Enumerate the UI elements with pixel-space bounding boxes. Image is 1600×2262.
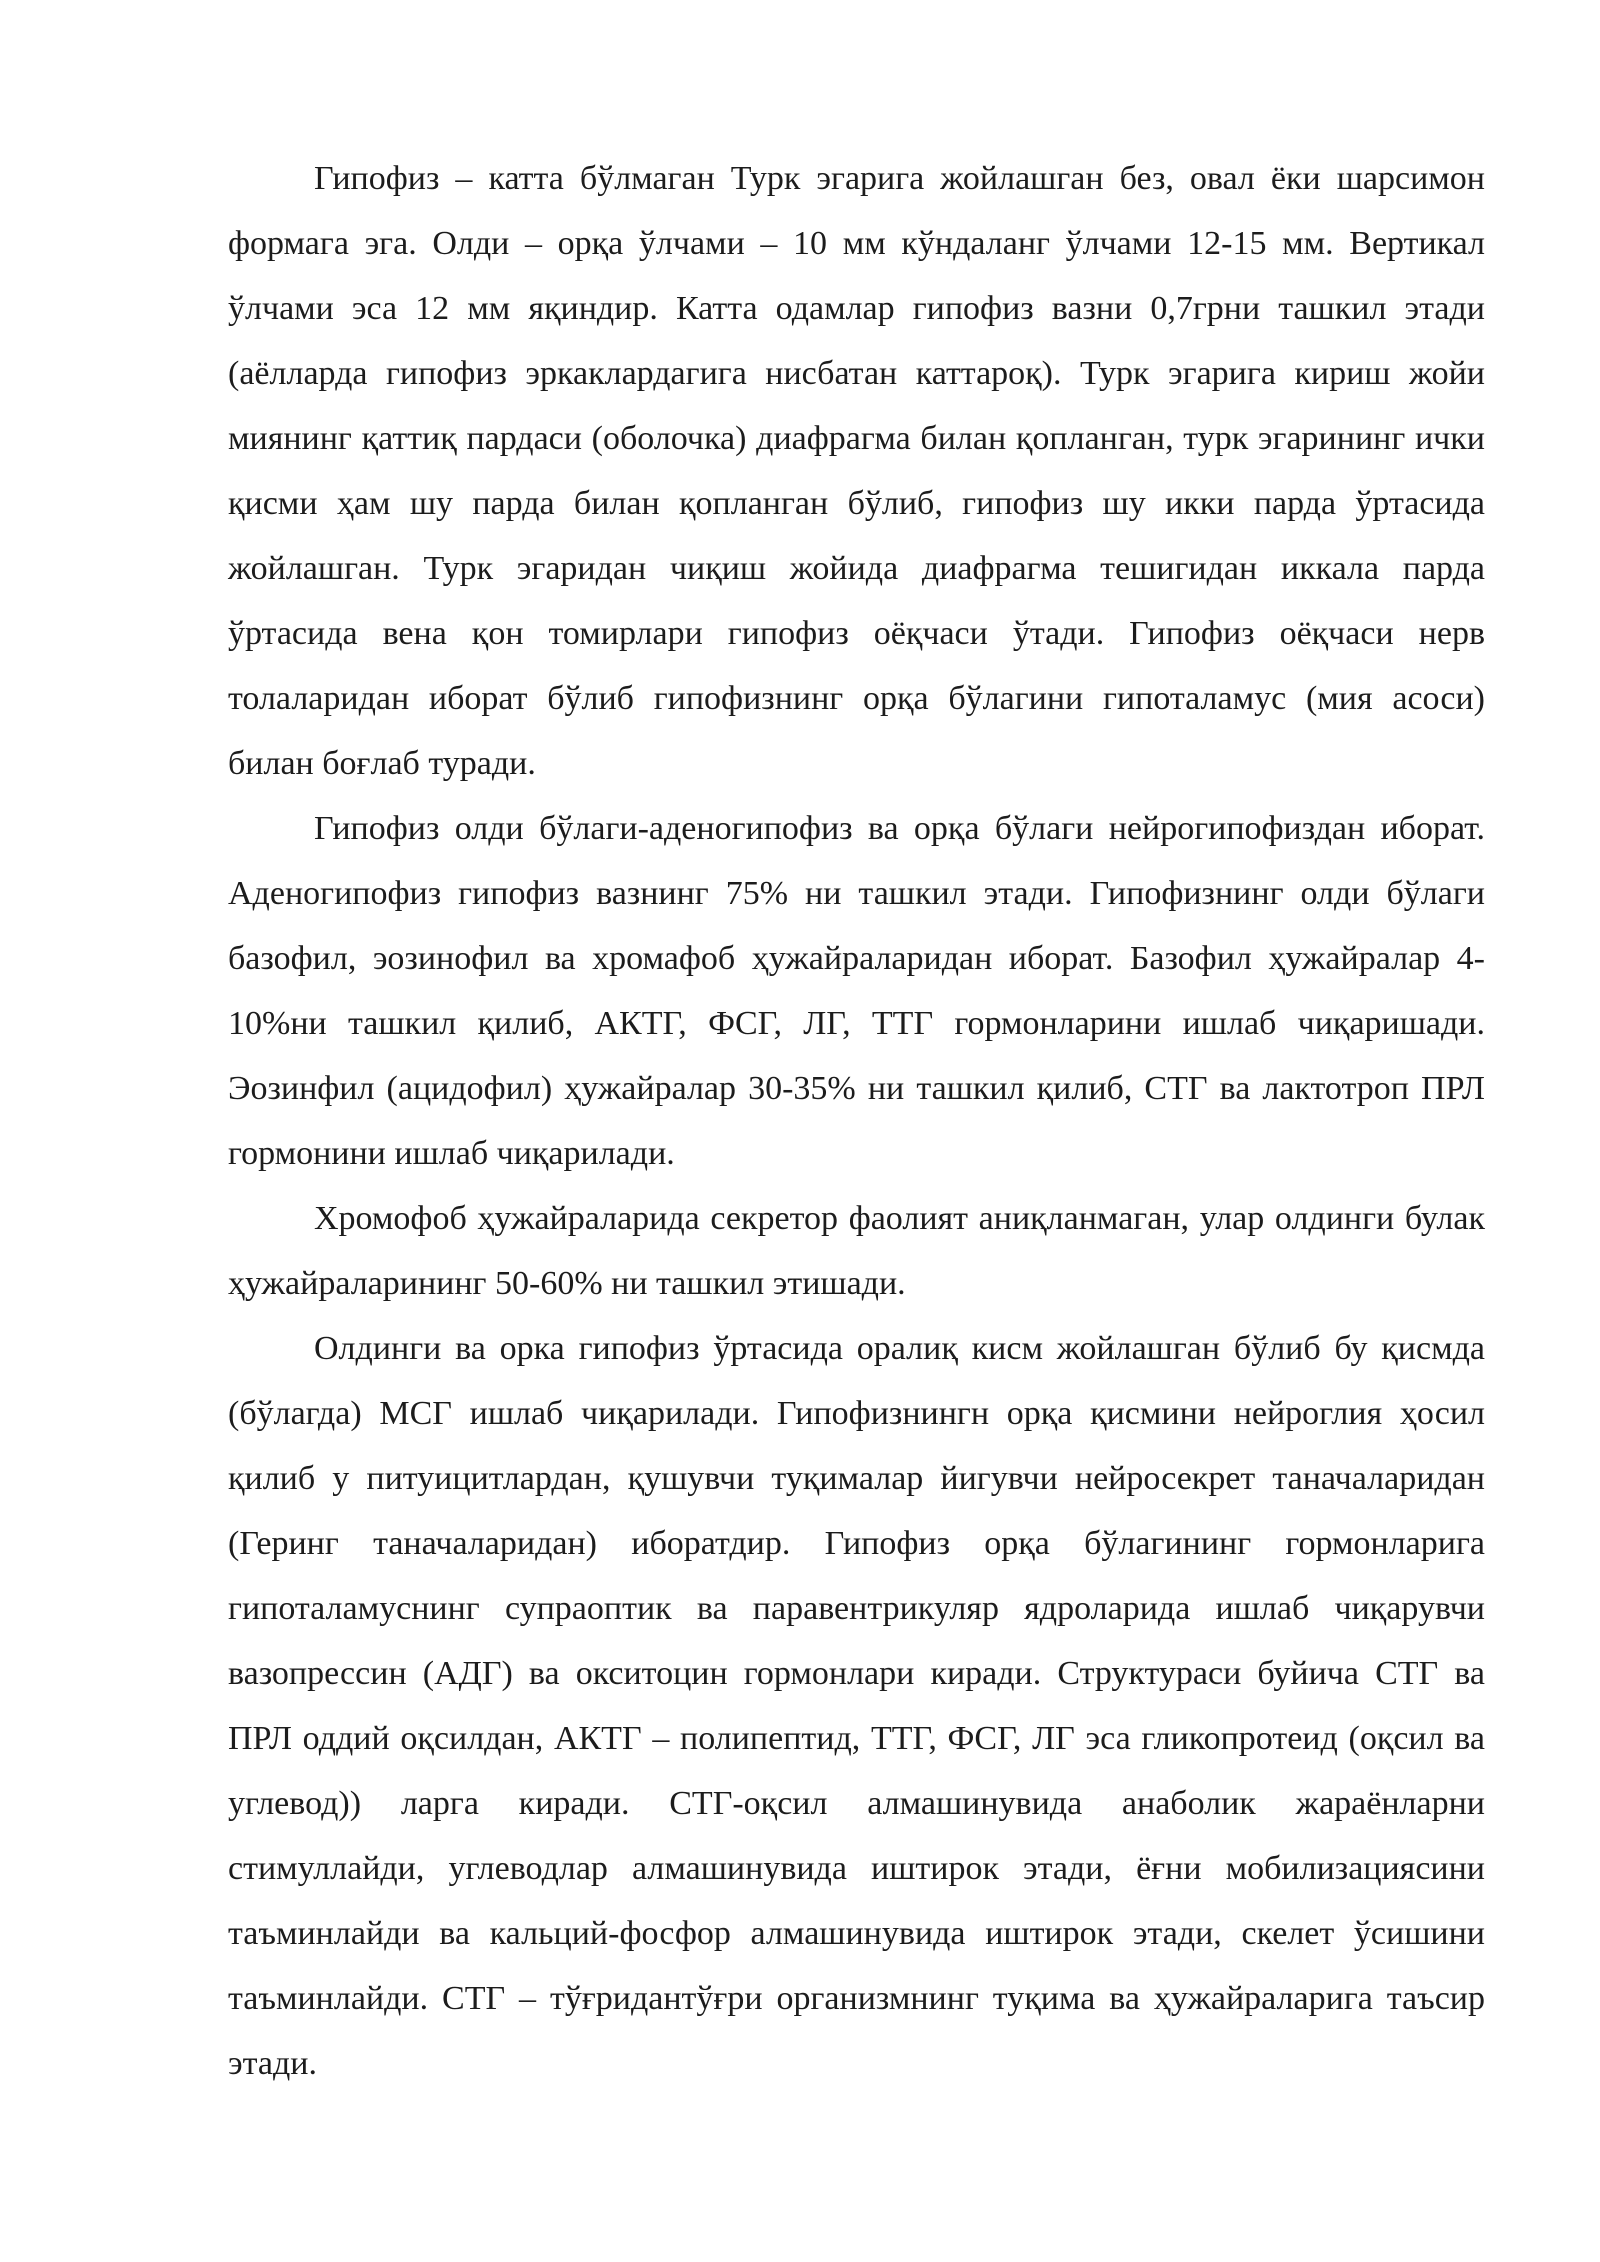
document-body bbox=[228, 146, 1485, 2096]
paragraph-chromophobe-cells: Хромофоб ҳужайраларида секретор фаолият аниқланмаган, улар олдинги булак ҳужайраларининг 50-60% ни ташкил этишади. bbox=[228, 1200, 1485, 1302]
paragraph-adenohypophysis: Гипофиз олди бўлаги-аденогипофиз ва орқа бўлаги нейрогипофиздан иборат. Аденогипофиз гипофиз вазнинг 75% ни ташкил этади. Гипофизнинг олди бўлаги базофил, эозинофил ва хромафоб ҳужайраларидан иборат. Базофил ҳужайралар 4-10%ни ташкил қилиб, АКТГ, ФСГ, ЛГ, ТТГ гормонларини ишлаб чиқаришади. Эозинфил (ацидофил) ҳужайралар 30-35% ни ташкил қилиб, СТГ ва лактотроп ПРЛ гормонини ишлаб чиқарилади. bbox=[228, 810, 1485, 1172]
paragraph-pituitary-anatomy: Гипофиз – катта бўлмаган Турк эгарига жойлашган без, овал ёки шарсимон формага эга. Олди – орқа ўлчами – 10 мм кўндаланг ўлчами 12-15 мм. Вертикал ўлчами эса 12 мм яқиндир. Катта одамлар гипофиз вазни 0,7грни ташкил этади (аёлларда гипофиз эркаклардагига нисбатан каттароқ). Турк эгарига кириш жойи миянинг қаттиқ пардаси (оболочка) диафрагма билан қопланган, турк эгарининг ички қисми ҳам шу парда билан қопланган бўлиб, гипофиз шу икки парда ўртасида жойлашган. Турк эгаридан чиқиш жойида диафрагма тешигидан иккала парда ўртасида вена қон томирлари гипофиз оёқчаси ўтади. Гипофиз оёқчаси нерв толаларидан иборат бўлиб гипофизнинг орқа бўлагини гипоталамус (мия асоси) билан боғлаб туради. bbox=[228, 160, 1485, 782]
paragraph-intermediate-lobe: Олдинги ва орка гипофиз ўртасида оралиқ кисм жойлашган бўлиб бу қисмда (бўлагда) МСГ ишлаб чиқарилади. Гипофизнингн орқа қисмини нейроглия ҳосил қилиб у питуицитлардан, қушувчи туқималар йигувчи нейросекрет таначаларидан (Геринг таначаларидан) иборатдир. Гипофиз орқа бўлагининг гормонларига гипоталамуснинг супраоптик ва паравентрикуляр ядроларида ишлаб чиқарувчи вазопрессин (АДГ) ва окситоцин гормонлари киради. Структураси буйича СТГ ва ПРЛ оддий оқсилдан, АКТГ – полипептид, ТТГ, ФСГ, ЛГ эса гликопротеид (оқсил ва углевод)) ларга киради. СТГ-оқсил алмашинувида анаболик жараёнларни стимуллайди, углеводлар алмашинувида иштирок этади, ёғни мобилизациясини таъминлайди ва кальций-фосфор алмашинувида иштирок этади, скелет ўсишини таъминлайди. СТГ – тўғридантўғри организмнинг туқима ва ҳужайраларига таъсир этади. bbox=[228, 1330, 1485, 2082]
